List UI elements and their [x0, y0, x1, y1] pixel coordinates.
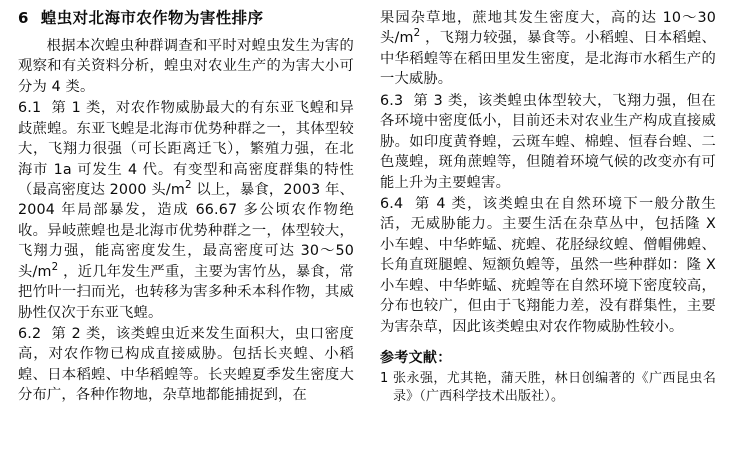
paragraph-text-6-4: 第 4 类，该类蝗虫在自然环境下一般分散生活，无威胁能力。主要生活在杂草丛中，包括隆 X 小车蝗、中华蚱蜢、疣蝗、花胫绿纹蝗、僧帽佛蝗、长角直斑腿蝗、短额负蝗等，虽然一些种群如：隆 X 小车蝗、中华蚱蜢、疣蝗等在自然环境下密度较高，分布也较广，但由于飞翔能力差，没有群集性，主要为害杂草，因此该类蝗虫对农作物威胁性较小。 — [380, 195, 716, 335]
paragraph-text-6-2: 第 2 类，该类蝗虫近来发生面积大，虫口密度高，对农作物已构成直接威胁。包括长夹蝗、小稻蝗、日本稻蝗、中华稻蝗等。长夹蝗夏季发生密度大分布广，各种作物地，杂草地都能捕捉到，在 — [18, 326, 355, 404]
paragraph-6-4 — [380, 194, 716, 337]
intro-paragraph: 根据本次蝗虫种群调查和平时对蝗虫发生为害的观察和有关资料分析，蝗虫对农业生产的为害大小可分为 4 类。 — [18, 37, 354, 95]
section-heading — [18, 8, 354, 29]
references-title: 参考文献： — [380, 350, 452, 366]
paragraph-label-6-4: 6.4 — [380, 195, 404, 212]
section-title: 蝗虫对北海市农作物为害性排序 — [40, 9, 264, 27]
paragraph-continuation: 果园杂草地，蔗地其发生密度大，高的达 10～30 头$/m^2$ ，飞翔力较强，暴食等。小稻蝗、日本稻蝗、中华稻蝗等在稻田里发生密度，是北海市水稻生产的一大威胁。 — [380, 10, 716, 88]
paragraph-6-2 — [18, 324, 354, 406]
paragraph-text-6-3: 第 3 类，该类蝗虫体型较大，飞翔力强，但在各环境中密度低小，目前还未对农业生产构成直接威胁。如印度黄脊蝗，云斑车蝗、棉蝗、恒春台蝗、二色蔑蝗，斑角蔗蝗等，但随着环境气候的改变亦有可能上升为主要蝗害。 — [380, 92, 717, 191]
paragraph-6-3 — [380, 91, 716, 193]
paragraph-label-6-2: 6.2 — [18, 326, 42, 343]
paragraph-label-6-1: 6.1 — [18, 100, 42, 117]
reference-item: 1 张永强，尤其艳，蒲天胜，林日创编著的《广西昆虫名录》（广西科学技术出版社）。 — [380, 371, 716, 405]
paragraph-text-6-1: 第 1 类，对农作物威胁最大的有东亚飞蝗和异歧蔗蝗。东亚飞蝗是北海市优势种群之一，其体型较大，飞翔力很强（可长距离迁飞），繁殖力强，在北海市 1a 可发生 4 代。有变型和高密度群集的特性（最高密度达 2000 头$/m^2$ 以上，暴食，2003 年、2004 年局部暴发，造成 66.67 多公顷农作物绝收。异岐蔗蝗也是北海市优势种群之一，体型较大，飞翔力强，能高密度发生，最高密度可达 30～50 头$/m^2$ ，近几年发生严重，主要为害竹丛，暴食，常把竹叶一扫而光，也转移为害多种禾本科作物，其威胁性仅次于东亚飞蝗。 — [18, 100, 355, 321]
paragraph-6-1 — [18, 98, 354, 323]
two-column-layout — [18, 8, 732, 464]
left-column — [18, 8, 354, 464]
paragraph-label-6-3: 6.3 — [380, 92, 404, 109]
section-number: 6 — [18, 9, 29, 27]
right-column — [380, 8, 716, 464]
